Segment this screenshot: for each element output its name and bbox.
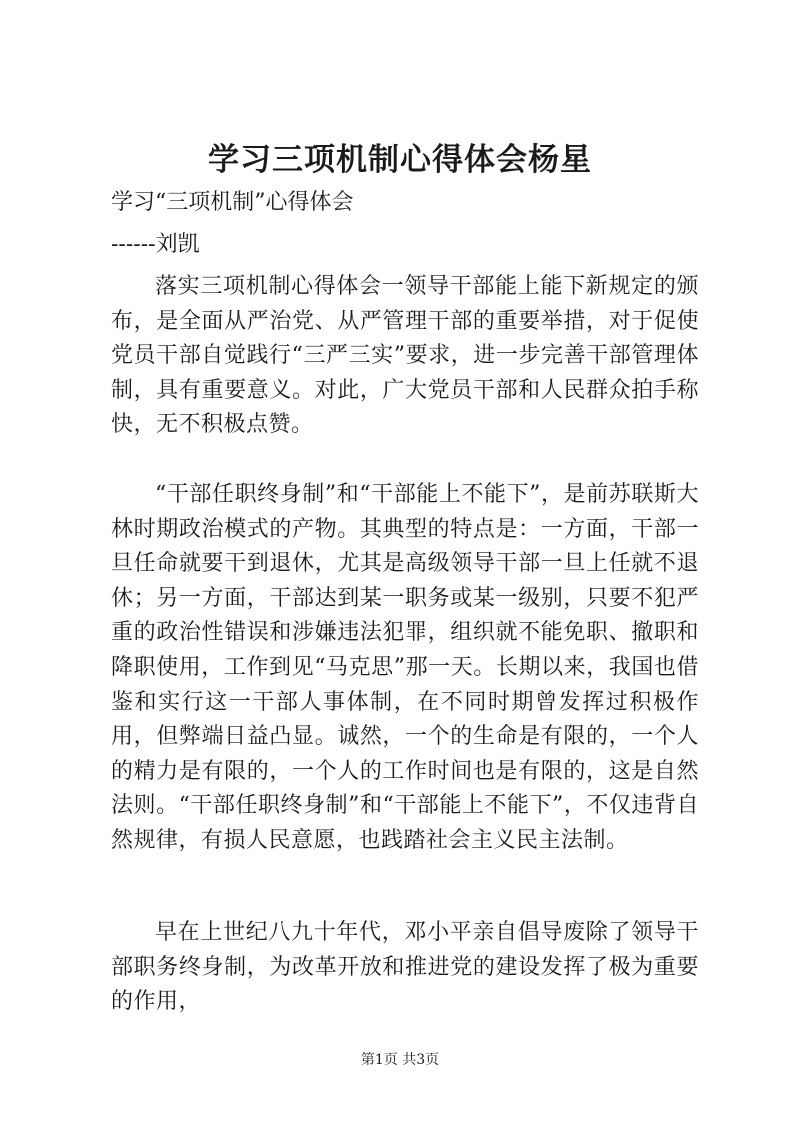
page-footer: 第1页 共3页 (360, 1052, 440, 1068)
subtitle: 学习“三项机制”心得体会 (111, 190, 354, 215)
author-line: ------刘凯 (111, 232, 200, 257)
paragraph-2: “干部任职终身制”和“干部能上不能下”，是前苏联斯大林时期政治模式的产物。其典型的特点是：一方面，干部一旦任命就要干到退休，尤其是高级领导干部一旦上任就不退休；另一方面，干部达到某一职务或某一级别，只要不犯严重的政治性错误和涉嫌违法犯罪，组织就不能免职、撤职和降职使用，工作到见“马克思”那一天。长期以来，我国也借鉴和实行这一干部人事体制，在不同时期曾发挥过积极作用，但弊端日益凸显。诚然，一个的生命是有限的，一个人的精力是有限的，一个人的工作时间也是有限的，这是自然法则。“干部任职终身制”和“干部能上不能下”，不仅违背自然规律，有损人民意愿，也践踏社会主义民主法制。 (111, 482, 699, 853)
document-title: 学习三项机制心得体会杨星 (208, 142, 592, 178)
paragraph-1: 落实三项机制心得体会一领导干部能上能下新规定的颁布，是全面从严治党、从严管理干部的重要举措，对于促使党员干部自觉践行“三严三实”要求，进一步完善干部管理体制，具有重要意义。对此，广大党员干部和人民群众拍手称快，无不积极点赞。 (111, 274, 699, 438)
paragraph-3: 早在上世纪八九十年代，邓小平亲自倡导废除了领导干部职务终身制，为改革开放和推进党的建设发挥了极为重要的作用， (111, 920, 699, 1015)
